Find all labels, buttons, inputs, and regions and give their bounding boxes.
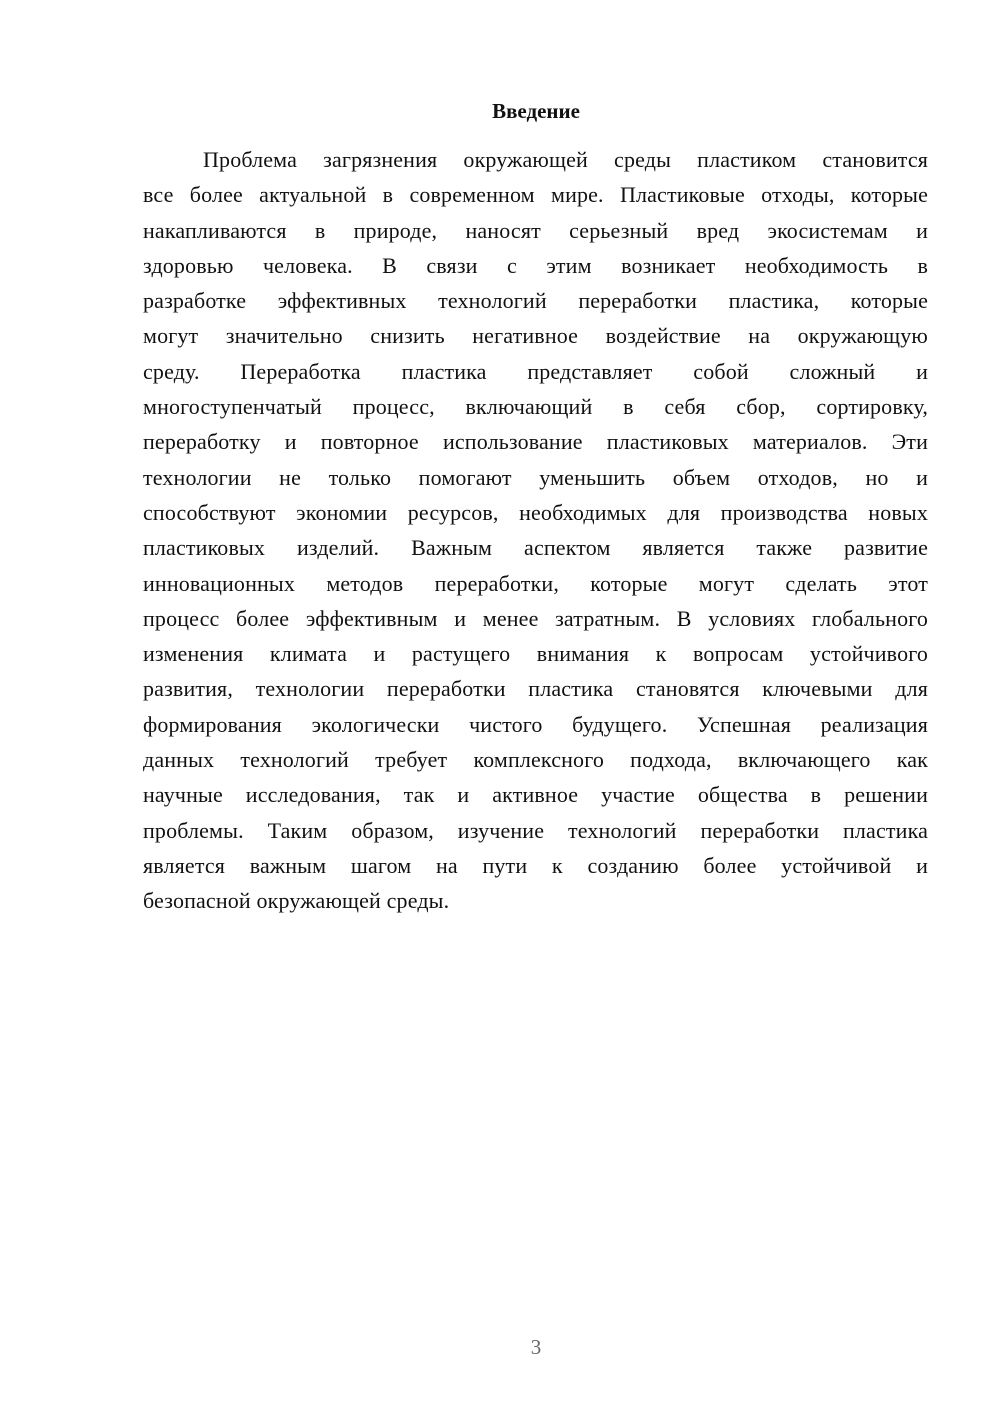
paragraph-line: является важным шагом на пути к созданию более устойчивой и xyxy=(143,852,928,878)
paragraph-line: формирования экологически чистого будущего. Успешная реализация xyxy=(143,711,928,737)
paragraph-line: пластиковых изделий. Важным аспектом является также развитие xyxy=(143,535,928,561)
paragraph-line: научные исследования, так и активное участие общества в решении xyxy=(143,782,928,808)
paragraph-line: развития, технологии переработки пластика становятся ключевыми для xyxy=(143,676,928,702)
paragraph-line: изменения климата и растущего внимания к вопросам устойчивого xyxy=(143,641,928,667)
page-title: Введение xyxy=(492,99,580,123)
paragraph-line: безопасной окружающей среды. xyxy=(143,888,450,914)
paragraph-line: Проблема загрязнения окружающей среды пластиком становится xyxy=(203,147,928,172)
paragraph-line: среду. Переработка пластика представляет собой сложный и xyxy=(143,358,928,384)
paragraph-line: способствуют экономии ресурсов, необходимых для производства новых xyxy=(143,499,928,525)
paragraph-line: многоступенчатый процесс, включающий в себя сбор, сортировку, xyxy=(143,394,928,420)
paragraph-line: данных технологий требует комплексного подхода, включающего как xyxy=(143,747,928,773)
paragraph-line: разработке эффективных технологий переработки пластика, которые xyxy=(143,288,928,314)
paragraph-line: технологии не только помогают уменьшить объем отходов, но и xyxy=(143,464,928,490)
paragraph-line: здоровью человека. В связи с этим возникает необходимость в xyxy=(143,252,928,278)
paragraph-line: проблемы. Таким образом, изучение технологий переработки пластика xyxy=(143,817,928,843)
page-number: 3 xyxy=(530,1335,542,1359)
paragraph-line: инновационных методов переработки, которые могут сделать этот xyxy=(143,570,928,596)
body-paragraph xyxy=(143,142,928,919)
paragraph-line: переработку и повторное использование пластиковых материалов. Эти xyxy=(143,429,928,455)
paragraph-line: могут значительно снизить негативное воздействие на окружающую xyxy=(143,323,928,349)
paragraph-line: накапливаются в природе, наносят серьезный вред экосистемам и xyxy=(143,217,928,243)
paragraph-line: все более актуальной в современном мире. Пластиковые отходы, которые xyxy=(143,182,928,208)
paragraph-line: процесс более эффективным и менее затратным. В условиях глобального xyxy=(143,605,928,631)
